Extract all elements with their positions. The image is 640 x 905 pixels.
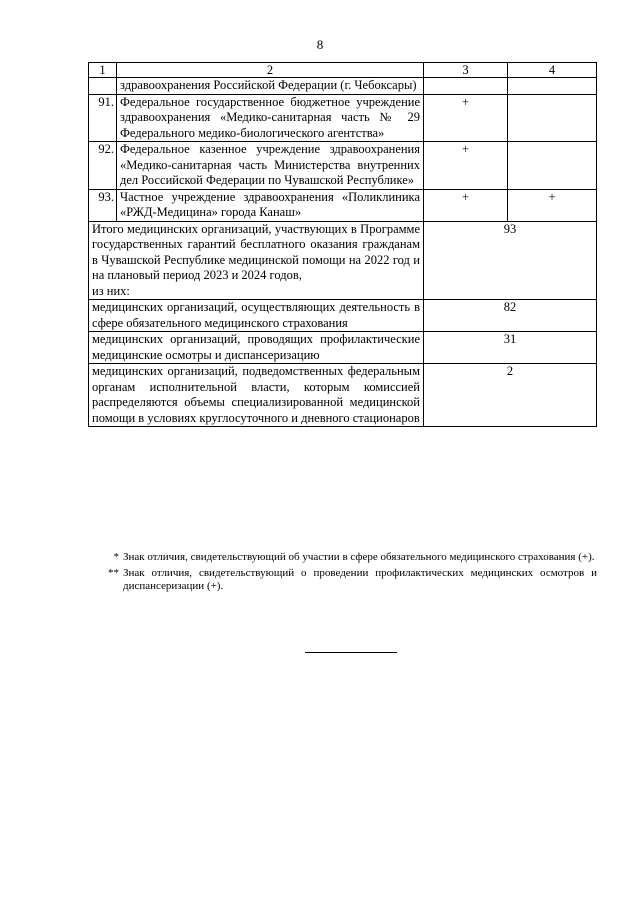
column-header-4: 4 xyxy=(508,63,597,78)
total-label: медицинских организаций, подведомственных федеральным органам исполнительной власти, которым комиссией распределяются объемы специализированной медицинской помощи в условиях круглосуточного и дневного стационаров xyxy=(89,364,424,427)
footnote xyxy=(105,551,597,565)
organization-name: Федеральное государственное бюджетное учреждение здравоохранения «Медико-санитарная часть № 29 Федерального медико-биологического агентства» xyxy=(117,94,424,142)
table-header-row xyxy=(89,63,597,78)
footnote-text: Знак отличия, свидетельствующий о проведении профилактических медицинских осмотров и диспансеризации (+). xyxy=(123,566,597,592)
total-row xyxy=(89,364,597,427)
total-row xyxy=(89,221,597,300)
column-header-2: 2 xyxy=(117,63,424,78)
row-number: 92. xyxy=(89,142,117,190)
prof-mark xyxy=(508,78,597,95)
total-value: 82 xyxy=(424,300,597,332)
oms-mark: + xyxy=(424,142,508,190)
organization-name: Федеральное казенное учреждение здравоохранения «Медико-санитарная часть Министерства внутренних дел Российской Федерации по Чувашской Республике» xyxy=(117,142,424,190)
prof-mark xyxy=(508,142,597,190)
table-row xyxy=(89,142,597,190)
column-header-1: 1 xyxy=(89,63,117,78)
total-label: Итого медицинских организаций, участвующих в Программе государственных гарантий бесплатного оказания гражданам в Чувашской Республике медицинской помощи на 2022 год и на плановый период 2023 и 2024 годов, xyxy=(92,221,420,282)
total-sublabel: из них: xyxy=(92,283,130,298)
footnote-mark: ** xyxy=(108,566,119,579)
oms-mark: + xyxy=(424,94,508,142)
footnote-text: Знак отличия, свидетельствующий об участии в сфере обязательного медицинского страхования (+). xyxy=(123,551,595,563)
oms-mark: + xyxy=(424,189,508,221)
row-number: 93. xyxy=(89,189,117,221)
prof-mark: + xyxy=(508,189,597,221)
total-value: 2 xyxy=(424,364,597,427)
total-value: 93 xyxy=(424,221,597,300)
prof-mark xyxy=(508,94,597,142)
end-rule xyxy=(305,652,397,653)
column-header-3: 3 xyxy=(424,63,508,78)
footnote-mark: * xyxy=(113,551,119,563)
table-row xyxy=(89,94,597,142)
row-number: 91. xyxy=(89,94,117,142)
total-value: 31 xyxy=(424,332,597,364)
organization-name: здравоохранения Российской Федерации (г. Чебоксары) xyxy=(117,78,424,95)
oms-mark xyxy=(424,78,508,95)
total-label: медицинских организаций, осуществляющих деятельность в сфере обязательного медицинского страхования xyxy=(89,300,424,332)
footnote xyxy=(105,567,597,594)
total-row xyxy=(89,300,597,332)
row-number xyxy=(89,78,117,95)
total-row xyxy=(89,332,597,364)
footnotes xyxy=(105,551,597,596)
medical-organizations-table xyxy=(88,62,597,427)
table-row xyxy=(89,78,597,95)
total-label-cell xyxy=(89,221,424,300)
table-row xyxy=(89,189,597,221)
organization-name: Частное учреждение здравоохранения «Поликлиника «РЖД-Медицина» города Канаш» xyxy=(117,189,424,221)
page-number: 8 xyxy=(316,37,324,52)
total-label: медицинских организаций, проводящих профилактические медицинские осмотры и диспансеризацию xyxy=(89,332,424,364)
